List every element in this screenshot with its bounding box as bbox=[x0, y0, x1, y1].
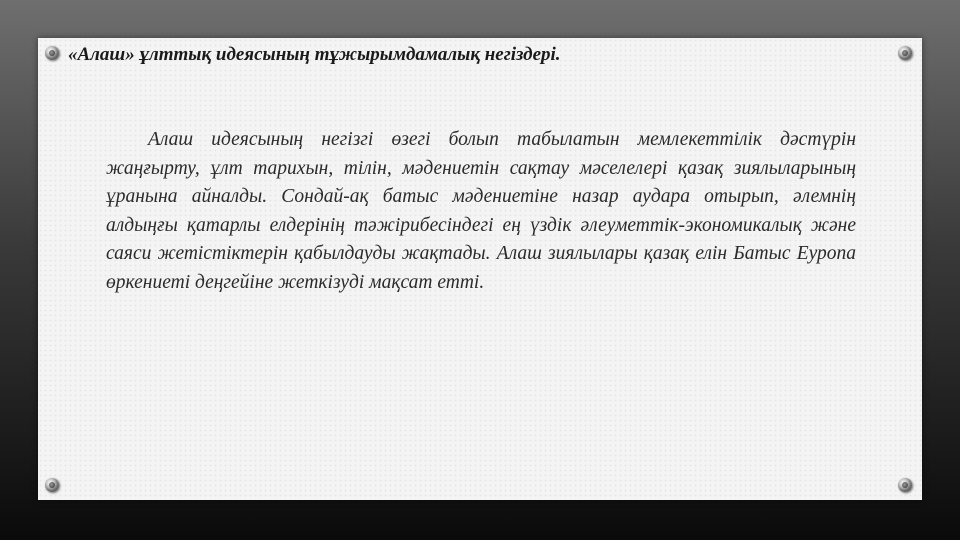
pin-icon bbox=[898, 478, 912, 492]
body-paragraph: Алаш идеясының негізгі өзегі болып табылатын мемлекеттілік дәстүрін жаңғырту, ұлт тарихын, тілін, мәдениетін сақтау мәселелері қазақ зиялыларының ұранына айналды. Сондай-ақ батыс мәдениетіне назар аудара отырып, әлемнің алдыңғы қатарлы елдерінің тәжірибесіндегі ең үздік әлеуметтік-экономикалық және саяси жетістіктерін қабылдауды жақтады. Алаш зиялылары қазақ елін Батыс Еуропа өркениеті деңгейіне жеткізуді мақсат етті. bbox=[106, 129, 856, 293]
pin-icon bbox=[45, 478, 59, 492]
pin-icon bbox=[898, 46, 912, 60]
slide-title: «Алаш» ұлттық идеясының тұжырымдамалық негіздері. bbox=[68, 44, 561, 65]
pin-icon bbox=[45, 46, 59, 60]
